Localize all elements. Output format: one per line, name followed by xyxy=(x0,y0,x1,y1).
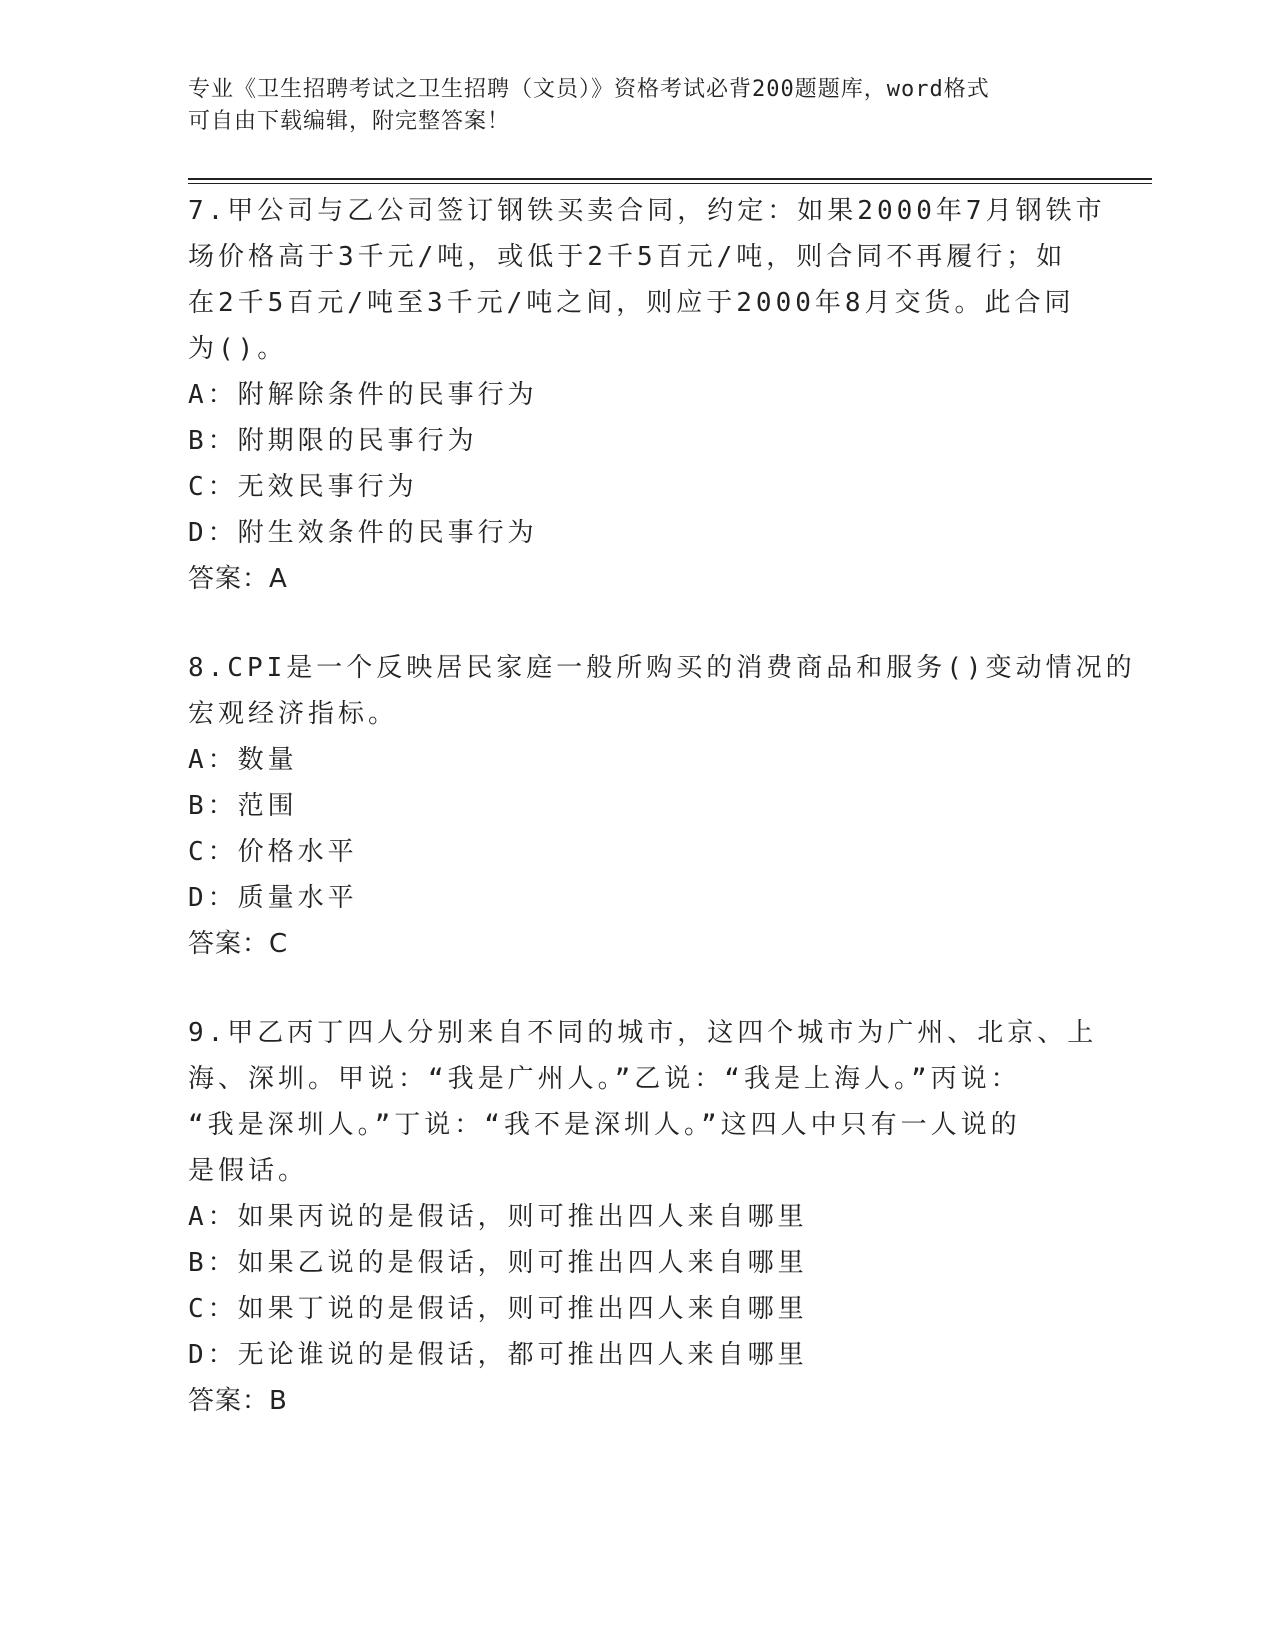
option-b: B：附期限的民事行为 xyxy=(188,426,478,456)
option-c: C：如果丁说的是假话，则可推出四人来自哪里 xyxy=(188,1294,808,1324)
option-d: D：无论谁说的是假话，都可推出四人来自哪里 xyxy=(188,1340,808,1370)
answer-line: 答案：A xyxy=(188,564,288,594)
answer-line: 答案：C xyxy=(188,929,289,959)
question-stem-line: 9.甲乙丙丁四人分别来自不同的城市，这四个城市为广州、北京、上 xyxy=(188,1018,1098,1048)
document-header xyxy=(188,74,1088,138)
question-7 xyxy=(188,188,1106,602)
question-stem-line: 为()。 xyxy=(188,334,288,364)
option-d: D：附生效条件的民事行为 xyxy=(188,518,538,548)
option-a: A：数量 xyxy=(188,745,298,775)
question-stem-line: 海、深圳。甲说：“我是广州人。”乙说：“我是上海人。”丙说： xyxy=(188,1064,1021,1094)
header-line-2: 可自由下载编辑，附完整答案！ xyxy=(188,109,511,134)
question-stem-line: “我是深圳人。”丁说：“我不是深圳人。”这四人中只有一人说的 xyxy=(188,1110,1021,1140)
option-a: A：附解除条件的民事行为 xyxy=(188,380,538,410)
answer-line: 答案：B xyxy=(188,1386,288,1416)
question-stem-line: 场价格高于3千元/吨，或低于2千5百元/吨，则合同不再履行；如 xyxy=(188,242,1067,272)
question-stem-line: 在2千5百元/吨至3千元/吨之间，则应于2000年8月交货。此合同 xyxy=(188,288,1075,318)
question-stem-line: 8.CPI是一个反映居民家庭一般所购买的消费商品和服务()变动情况的 xyxy=(188,653,1136,683)
question-stem-line: 是假话。 xyxy=(188,1156,309,1186)
question-stem-line: 宏观经济指标。 xyxy=(188,699,399,729)
question-8 xyxy=(188,645,1136,967)
header-line-1: 专业《卫生招聘考试之卫生招聘（文员）》资格考试必背200题题库，word格式 xyxy=(188,77,990,102)
option-c: C：无效民事行为 xyxy=(188,472,418,502)
option-d: D：质量水平 xyxy=(188,883,358,913)
header-divider xyxy=(188,178,1152,184)
option-b: B：范围 xyxy=(188,791,298,821)
option-c: C：价格水平 xyxy=(188,837,358,867)
question-stem-line: 7.甲公司与乙公司签订钢铁买卖合同，约定：如果2000年7月钢铁市 xyxy=(188,196,1106,226)
option-b: B：如果乙说的是假话，则可推出四人来自哪里 xyxy=(188,1248,808,1278)
option-a: A：如果丙说的是假话，则可推出四人来自哪里 xyxy=(188,1202,808,1232)
question-9 xyxy=(188,1010,1098,1424)
